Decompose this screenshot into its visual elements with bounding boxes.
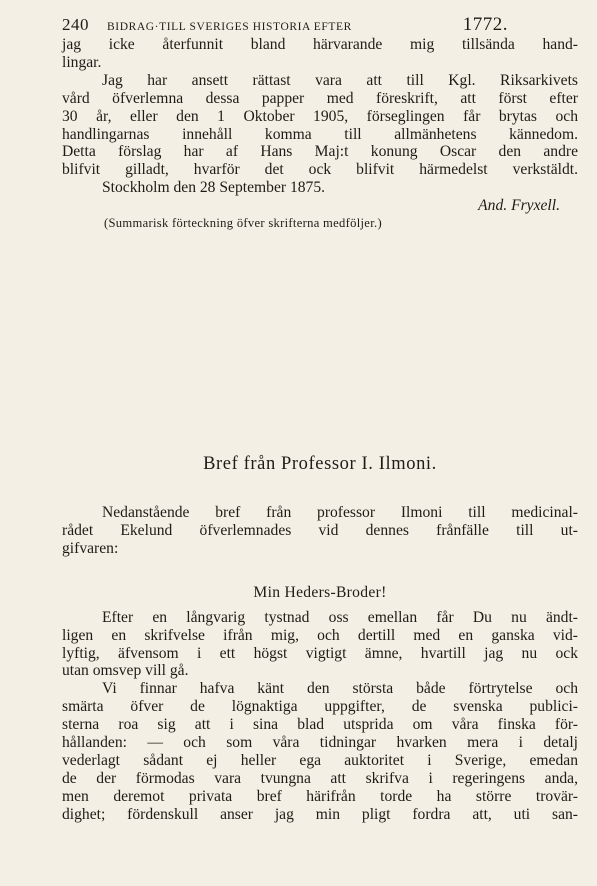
running-title: BIDRAG·TILL SVERIGES HISTORIA EFTER	[107, 21, 352, 33]
text-line: Efter en långvarig tystnad oss emellan får Du nu ändt-	[102, 608, 578, 626]
text-line: handlingarnas innehåll komma till allmänhetens kännedom.	[62, 125, 578, 143]
text-line: lingar.	[62, 53, 102, 71]
text-line: Stockholm den 28 September 1875.	[102, 179, 326, 197]
text-line: Detta förslag har af Hans Maj:t konung Oscar den andre	[62, 143, 578, 161]
archive-paragraph	[62, 72, 578, 179]
text-line: dighet; fördenskull anser jag min pligt fordra att, uti san-	[62, 805, 578, 823]
letter-section	[62, 504, 578, 824]
text-line: 30 år, eller den 1 Oktober 1905, förseglingen får brytas och	[62, 107, 578, 125]
letter-paragraph-1	[62, 609, 578, 681]
date-line	[62, 179, 578, 197]
text-line: rådet Ekelund öfverlemnades vid dennes frånfälle till ut-	[62, 521, 578, 539]
text-line: jag icke återfunnit bland härvarande mig tillsända hand-	[62, 36, 578, 53]
text-line: smärta öfver de lögnaktiga uppgifter, de svenska publici-	[62, 698, 578, 716]
text-line: Vi finnar hafva känt den största både förtrytelse och	[102, 680, 578, 698]
intro-paragraph	[62, 504, 578, 558]
text-line: utan omsvep vill gå.	[62, 662, 189, 680]
top-section	[62, 36, 578, 232]
letter-title: Bref från Professor I. Ilmoni.	[203, 454, 437, 474]
text-line: ligen en skrifvelse ifrån mig, och dertill med en ganska vid-	[62, 626, 578, 644]
signature: And. Fryxell.	[478, 197, 560, 215]
header-year: 1772.	[462, 14, 508, 35]
letter-paragraph-2	[62, 680, 578, 823]
book-page	[62, 14, 578, 823]
text-line: Jag har ansett rättast vara att till Kgl. Riksarkivets	[102, 71, 578, 89]
text-line: lyftig, äfvensom i ett högst vigtigt ämne, hvartill jag nu ock	[62, 644, 578, 662]
text-line: men deremot privata bref härifrån torde ha större trovär-	[62, 787, 578, 805]
text-line: hållanden: — och som våra tidningar hvarken mera i detalj	[62, 734, 578, 752]
text-line: vederlagt sådant ej heller ega auktoritet i Sverige, emedan	[62, 751, 578, 769]
text-line: vård öfverlemna dessa papper med föreskrift, att först efter	[62, 89, 578, 107]
text-line: de der förmodas vara tvungna att skrifva i regeringens anda,	[62, 769, 578, 787]
text-line: gifvaren:	[62, 539, 119, 557]
text-line: sterna roa sig att i sina blad utsprida om våra finska för-	[62, 716, 578, 734]
page-number: 240	[62, 15, 89, 34]
salutation: Min Heders-Broder!	[253, 583, 387, 601]
continued-paragraph	[62, 36, 578, 72]
text-line: blifvit gilladt, hvarför det ock blifvit härmedelst verkstäldt.	[62, 161, 578, 179]
page-header	[62, 14, 578, 36]
summary-note: (Summarisk förteckning öfver skrifterna medföljer.)	[104, 216, 382, 231]
text-line: Nedanstående bref från professor Ilmoni till medicinal-	[102, 504, 578, 521]
